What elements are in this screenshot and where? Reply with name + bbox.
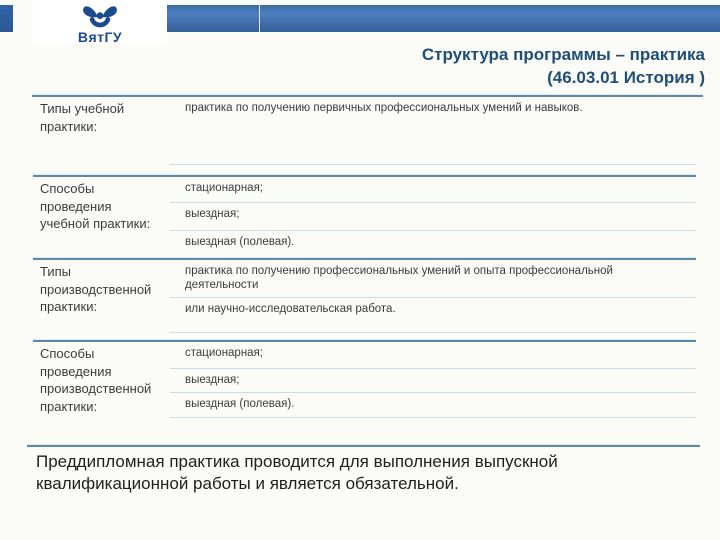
value-cell: практика по получению первичных профессиональных умений и навыков.	[170, 97, 696, 165]
table-row	[33, 342, 696, 444]
slide-title-line2: (46.03.01 История )	[547, 67, 705, 87]
university-logo-icon	[76, 3, 124, 31]
table-row	[33, 260, 696, 339]
row-values	[170, 97, 696, 174]
row-label: Способы проведения учебной практики:	[40, 181, 151, 231]
table-row	[33, 177, 696, 257]
logo-text: ВятГУ	[77, 29, 123, 45]
value-cell: стационарная;	[170, 342, 696, 369]
value-cell: стационарная;	[170, 177, 696, 203]
value-cell: выездная (полевая).	[185, 236, 295, 248]
logo-box	[33, 0, 167, 44]
footer-divider	[27, 444, 700, 447]
value-cell: выездная;	[170, 203, 696, 231]
value-cell: выездная;	[170, 369, 696, 393]
row-values	[170, 342, 696, 444]
value-cell: практика по получению профессиональных умений и опыта профессиональной деятельности	[170, 260, 696, 298]
row-values	[170, 260, 696, 339]
value-cell: выездная (полевая).	[170, 393, 696, 418]
row-label: Типы учебной практики:	[40, 101, 125, 134]
table-row	[33, 97, 696, 174]
footer-text: Преддипломная практика проводится для выполнения выпускной квалификационной работы и является обязательной.	[36, 452, 558, 493]
slide-title	[145, 44, 705, 89]
corner-accent-block	[0, 5, 13, 32]
row-label: Способы проведения производственной практики:	[40, 346, 152, 414]
row-label: Типы производственной практики:	[40, 264, 152, 314]
row-values	[170, 177, 696, 257]
header-bar-divider	[259, 5, 260, 32]
practice-table	[33, 97, 696, 444]
header-bar	[167, 5, 720, 32]
slide-title-line1: Структура программы – практика	[421, 45, 705, 64]
value-cell: или научно-исследовательская работа.	[170, 298, 696, 333]
